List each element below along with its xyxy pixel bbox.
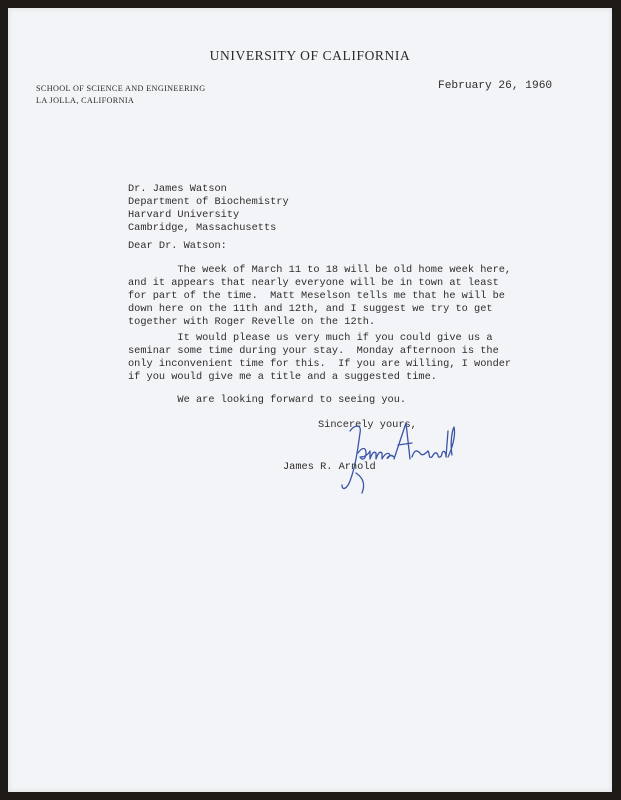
paragraph-line: if you would give me a title and a suggested time. — [128, 371, 437, 384]
paragraph-line: It would please us very much if you could give us a — [128, 332, 493, 344]
letterhead-title: UNIVERSITY OF CALIFORNIA — [209, 48, 411, 63]
body-paragraph — [128, 332, 511, 384]
school-block — [36, 83, 206, 107]
paragraph-line: together with Roger Revelle on the 12th. — [128, 316, 376, 329]
recipient-address — [128, 183, 289, 235]
paragraph-line: seminar some time during your stay. Monday afternoon is the — [128, 345, 499, 358]
address-line: Department of Biochemistry — [128, 196, 289, 209]
school-name: SCHOOL OF SCIENCE AND ENGINEERING — [36, 84, 206, 93]
letter-date: February 26, 1960 — [438, 80, 553, 92]
letter-page — [8, 8, 612, 792]
body-paragraph — [128, 264, 511, 329]
closing: Sincerely yours, — [318, 419, 417, 431]
salutation: Dear Dr. Watson: — [128, 240, 227, 252]
paragraph-line: We are looking forward to seeing you. — [128, 394, 407, 406]
body-paragraph — [128, 394, 406, 407]
signer-name: James R. Arnold — [283, 461, 376, 473]
school-location: LA JOLLA, CALIFORNIA — [36, 96, 135, 105]
paragraph-line: and it appears that nearly everyone will be in town at least — [128, 277, 499, 290]
handwritten-signature — [336, 413, 466, 503]
paragraph-line: The week of March 11 to 18 will be old home week here, — [128, 264, 512, 276]
address-line: Dr. James Watson — [128, 183, 227, 195]
address-line: Cambridge, Massachusetts — [128, 222, 277, 235]
paragraph-line: down here on the 11th and 12th, and I suggest we try to get — [128, 303, 493, 316]
address-line: Harvard University — [128, 209, 240, 222]
paragraph-line: only inconvenient time for this. If you are willing, I wonder — [128, 358, 512, 371]
paragraph-line: for part of the time. Matt Meselson tells me that he will be — [128, 290, 505, 303]
